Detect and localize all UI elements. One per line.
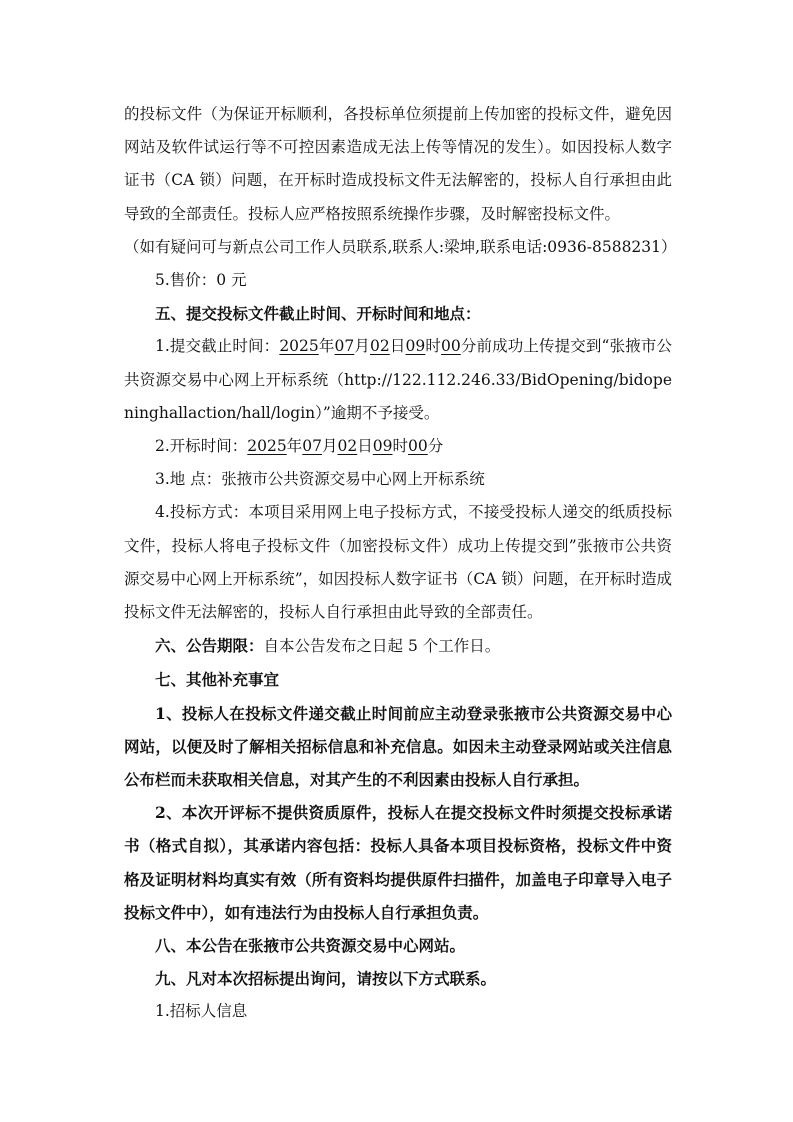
deadline-month-unit: 月 — [354, 337, 371, 356]
contact-note: （如有疑问可与新点公司工作人员联系,联系人:梁坤,联系电话:0936-8588231） — [124, 237, 677, 256]
deadline-tail: ）”逾期不予接受。 — [315, 403, 440, 422]
paragraph-bid-upload-note: 的投标文件（为保证开标顺利，各投标单位须提前上传加密的投标文件，避免因网站及软件试运行等不可控因素造成无法上传等情况的发生）。如因投标人数字证书（CA 锁）问题，在开标时造成投标文件无法解密的，投标人自行承担由此导致的全部责任。投标人应严格按照系统操作步骤，及时解密投标文件。 — [124, 105, 672, 223]
bid-opening-system-url: http://122.112.246.33/BidOpening/bidopeninghallaction/hall/login — [124, 370, 672, 422]
open-time-year: 2025 — [247, 437, 287, 456]
deadline-day-unit: 日 — [389, 337, 406, 356]
deadline-day: 02 — [370, 337, 390, 356]
price-line: 5.售价：0 元 — [155, 271, 247, 290]
section-8: 八、本公告在张掖市公共资源交易中心网站。 — [155, 936, 466, 956]
deadline-prefix: 1.提交截止时间： — [155, 337, 280, 356]
deadline-month: 07 — [334, 337, 355, 356]
deadline-minute: 00 — [441, 337, 461, 356]
open-time-month: 07 — [302, 437, 322, 456]
deadline-hour-unit: 时 — [425, 337, 442, 356]
section-6-heading: 六、公告期限： — [155, 636, 264, 656]
section-9: 九、凡对本次招标提出询问，请按以下方式联系。 — [155, 969, 497, 989]
open-time-hour: 09 — [372, 437, 393, 456]
tenderer-info-heading: 1.招标人信息 — [155, 1002, 248, 1021]
open-time-day-unit: 日 — [357, 437, 373, 456]
bidding-method: 4.投标方式：本项目采用网上电子投标方式，不接受投标人递交的纸质投标文件，投标人将电子投标文件（加密投标文件）成功上传提交到”张掖市公共资源交易中心网上开标系统”，如因投标人数字证书（CA 锁）问题，在开标时造成投标文件无法解密的，投标人自行承担由此导致的全部责任。 — [124, 503, 672, 622]
section-5-heading: 五、提交投标文件截止时间、开标时间和地点： — [155, 304, 481, 324]
deadline-year: 2025 — [279, 337, 319, 356]
open-time-minute: 00 — [408, 437, 428, 456]
submission-deadline — [124, 330, 672, 430]
open-time-minute-unit: 分 — [427, 437, 444, 456]
open-time-hour-unit: 时 — [392, 437, 409, 456]
open-time-month-unit: 月 — [322, 437, 338, 456]
open-time-year-unit: 年 — [286, 437, 303, 456]
bid-opening-location: 3.地 点：张掖市公共资源交易中心网上开标系统 — [155, 470, 485, 489]
bid-opening-time — [124, 430, 672, 463]
deadline-suffix: 分前成功上传提交到“张掖市公共资源交易中心网上开标系统（ — [124, 337, 672, 389]
deadline-hour: 09 — [405, 337, 426, 356]
document-body — [124, 98, 677, 1029]
open-time-day: 02 — [337, 437, 358, 456]
open-time-prefix: 2.开标时间： — [155, 437, 248, 456]
announcement-period-text: 自本公告发布之日起 5 个工作日。 — [263, 637, 501, 656]
supplement-item-1: 1、投标人在投标文件递交截止时间前应主动登录张掖市公共资源交易中心网站，以便及时了解相关招标信息和补充信息。如因未主动登录网站或关注信息公布栏而未获取相关信息，对其产生的不利因素由投标人自行承担。 — [124, 703, 672, 790]
section-7-heading: 七、其他补充事宜 — [155, 670, 280, 690]
announcement-period — [124, 629, 672, 663]
deadline-year-unit: 年 — [318, 337, 335, 356]
supplement-item-2: 2、本次开评标不提供资质原件，投标人在提交投标文件时须提交投标承诺书（格式自拟），其承诺内容包括：投标人具备本项目投标资格，投标文件中资格及证明材料均真实有效（所有资料均提供原件扫描件，加盖电子印章导入电子投标文件中），如有违法行为由投标人自行承担负责。 — [124, 803, 672, 922]
